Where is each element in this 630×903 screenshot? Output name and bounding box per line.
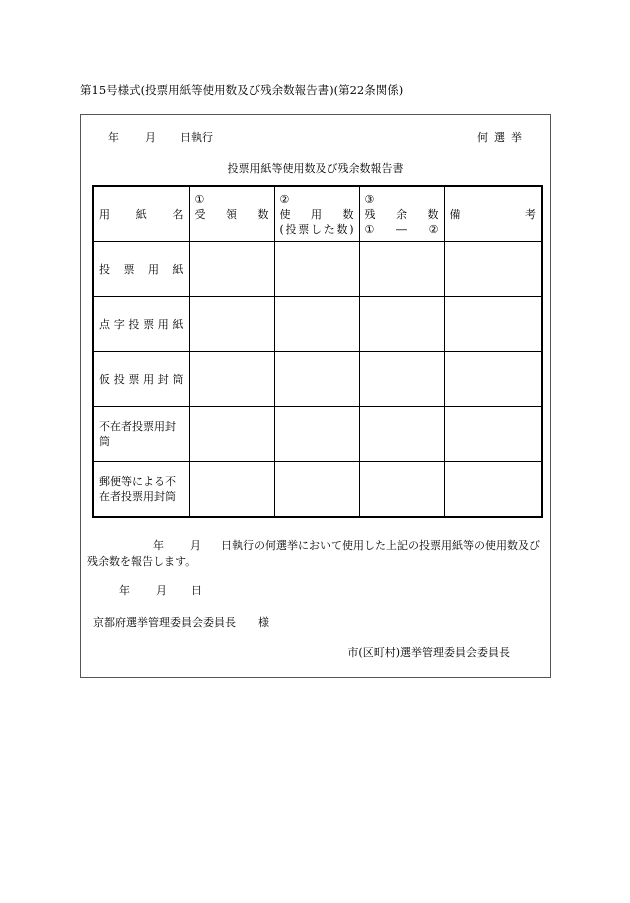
- header-remarks: 備考: [444, 186, 542, 242]
- table-row: [93, 297, 542, 352]
- used-cell[interactable]: [274, 407, 359, 462]
- row-label: 郵便等による不在者投票用封筒: [93, 462, 189, 518]
- header-used: ② 使用数 (投票した数): [274, 186, 359, 242]
- remaining-formula: ① ― ②: [364, 222, 439, 236]
- header-paper-name: 用紙名: [93, 186, 189, 242]
- received-cell[interactable]: [189, 462, 274, 518]
- remaining-cell[interactable]: [359, 462, 444, 518]
- statement-month: 月: [190, 539, 201, 552]
- table-row: [93, 352, 542, 407]
- row-label: 点字投票用紙: [93, 297, 189, 352]
- received-cell[interactable]: [189, 352, 274, 407]
- table-row: [93, 407, 542, 462]
- remarks-cell[interactable]: [444, 462, 542, 518]
- remarks-cell[interactable]: [444, 242, 542, 297]
- remarks-cell[interactable]: [444, 352, 542, 407]
- table-header-row: [93, 186, 542, 242]
- report-form: [80, 114, 551, 678]
- year-label: 年: [108, 131, 119, 144]
- used-cell[interactable]: [274, 352, 359, 407]
- statement-text: 日執行の何選挙において使用した上記の投票用紙等の使用数及び残余数を報告します。: [87, 539, 540, 568]
- execution-date: [108, 129, 213, 145]
- form-title: 投票用紙等使用数及び残余数報告書: [227, 162, 404, 175]
- addressee: 京都府選挙管理委員会委員長 様: [93, 616, 269, 629]
- remarks-cell[interactable]: [444, 297, 542, 352]
- election-name: 何選挙: [477, 131, 528, 144]
- received-cell[interactable]: [189, 407, 274, 462]
- remaining-cell[interactable]: [359, 297, 444, 352]
- remaining-cell[interactable]: [359, 407, 444, 462]
- row-label: 不在者投票用封筒: [93, 407, 189, 462]
- month-label: 月: [145, 131, 156, 144]
- sign-date: 年 月 日: [119, 584, 202, 597]
- remaining-cell[interactable]: [359, 242, 444, 297]
- form-heading: 第15号様式(投票用紙等使用数及び残余数報告書)(第22条関係): [80, 83, 404, 97]
- received-cell[interactable]: [189, 297, 274, 352]
- used-cell[interactable]: [274, 297, 359, 352]
- used-cell[interactable]: [274, 242, 359, 297]
- table-row: [93, 462, 542, 518]
- report-statement: [87, 538, 547, 570]
- remarks-cell[interactable]: [444, 407, 542, 462]
- statement-year: 年: [153, 539, 164, 552]
- table-row: [93, 242, 542, 297]
- row-label: 仮投票用封筒: [93, 352, 189, 407]
- header-received: ① 受領数: [189, 186, 274, 242]
- day-exec-label: 日執行: [180, 131, 213, 144]
- sender: 市(区町村)選挙管理委員会委員長: [347, 646, 510, 659]
- used-cell[interactable]: [274, 462, 359, 518]
- report-table: [92, 185, 543, 518]
- remaining-cell[interactable]: [359, 352, 444, 407]
- header-remaining: ③ 残余数 ① ― ②: [359, 186, 444, 242]
- received-cell[interactable]: [189, 242, 274, 297]
- row-label: 投票用紙: [93, 242, 189, 297]
